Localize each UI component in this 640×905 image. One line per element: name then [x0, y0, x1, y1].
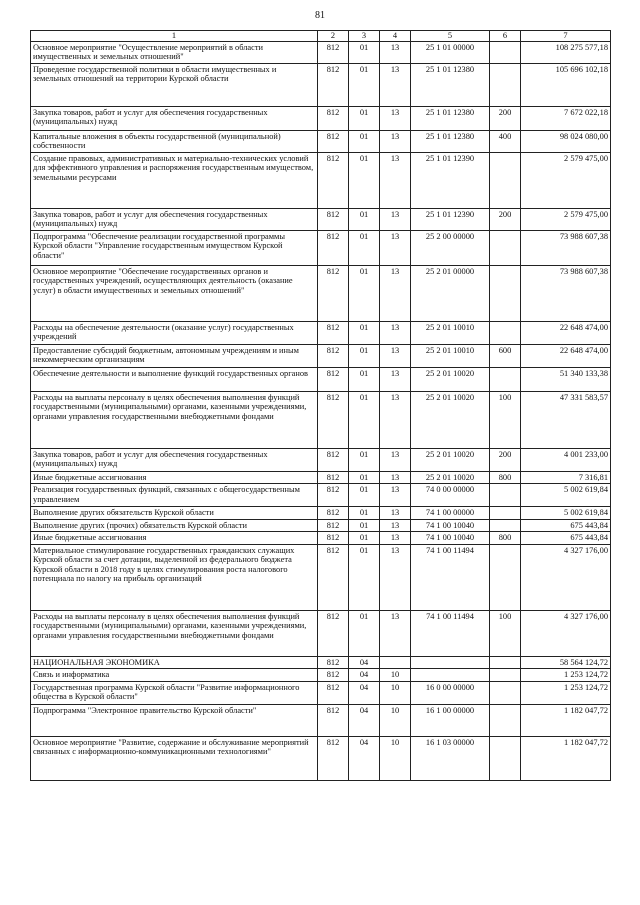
cell-c5: 25 1 01 12390 — [411, 209, 490, 231]
table-row — [31, 231, 611, 266]
cell-name: Проведение государственной политики в области имущественных и земельных отношений на территории Курской области — [31, 64, 318, 107]
cell-c3: 04 — [349, 736, 380, 780]
cell-c4: 10 — [380, 681, 411, 704]
cell-c4: 13 — [380, 131, 411, 153]
cell-sum: 98 024 080,00 — [521, 131, 611, 153]
cell-c6 — [490, 153, 521, 209]
cell-c5: 25 1 01 12380 — [411, 64, 490, 107]
cell-name: Закупка товаров, работ и услуг для обеспечения государственных (муниципальных) нужд — [31, 449, 318, 472]
cell-c6 — [490, 231, 521, 266]
cell-name: Выполнение других обязательств Курской области — [31, 507, 318, 519]
cell-name: Расходы на выплаты персоналу в целях обеспечения выполнения функций государственными (муниципальными) органами, казенными учреждениями, органами управления государственными внебюджетными фондами — [31, 392, 318, 449]
cell-name: Иные бюджетные ассигнования — [31, 472, 318, 484]
cell-c3: 01 — [349, 610, 380, 656]
table-row — [31, 107, 611, 131]
cell-c2: 812 — [318, 656, 349, 668]
cell-sum: 22 648 474,00 — [521, 322, 611, 345]
header-cell: 7 — [521, 31, 611, 42]
cell-c5: 16 0 00 00000 — [411, 681, 490, 704]
cell-sum: 675 443,84 — [521, 532, 611, 544]
cell-c4: 13 — [380, 266, 411, 322]
cell-sum: 22 648 474,00 — [521, 345, 611, 368]
cell-c6 — [490, 681, 521, 704]
cell-sum: 108 275 577,18 — [521, 42, 611, 64]
cell-c2: 812 — [318, 507, 349, 519]
cell-c4: 13 — [380, 64, 411, 107]
cell-c4: 13 — [380, 544, 411, 610]
cell-c3: 01 — [349, 449, 380, 472]
cell-c6: 200 — [490, 107, 521, 131]
cell-c6: 100 — [490, 610, 521, 656]
cell-c5: 74 1 00 11494 — [411, 610, 490, 656]
cell-sum: 7 672 022,18 — [521, 107, 611, 131]
cell-c6: 200 — [490, 449, 521, 472]
cell-c4: 10 — [380, 669, 411, 681]
cell-sum: 73 988 607,38 — [521, 266, 611, 322]
cell-c2: 812 — [318, 368, 349, 392]
cell-c5: 25 1 01 12390 — [411, 153, 490, 209]
cell-c2: 812 — [318, 472, 349, 484]
cell-name: Государственная программа Курской области "Развитие информационного общества в Курской области" — [31, 681, 318, 704]
cell-c2: 812 — [318, 484, 349, 507]
cell-sum: 1 253 124,72 — [521, 669, 611, 681]
cell-sum: 7 316,81 — [521, 472, 611, 484]
cell-c2: 812 — [318, 64, 349, 107]
cell-c2: 812 — [318, 610, 349, 656]
cell-c6: 800 — [490, 472, 521, 484]
cell-c6 — [490, 64, 521, 107]
cell-c6 — [490, 484, 521, 507]
table-row — [31, 544, 611, 610]
cell-sum: 73 988 607,38 — [521, 231, 611, 266]
cell-c2: 812 — [318, 266, 349, 322]
cell-c3: 01 — [349, 322, 380, 345]
table-row — [31, 42, 611, 64]
cell-c2: 812 — [318, 231, 349, 266]
cell-c6 — [490, 656, 521, 668]
cell-c6: 200 — [490, 209, 521, 231]
cell-c4: 13 — [380, 507, 411, 519]
cell-name: Основное мероприятие "Осуществление мероприятий в области имущественных и земельных отношений" — [31, 42, 318, 64]
cell-c5 — [411, 656, 490, 668]
table-row — [31, 519, 611, 531]
cell-c3: 01 — [349, 266, 380, 322]
cell-c6: 400 — [490, 131, 521, 153]
cell-c3: 01 — [349, 507, 380, 519]
cell-c3: 01 — [349, 231, 380, 266]
header-cell: 2 — [318, 31, 349, 42]
cell-c2: 812 — [318, 519, 349, 531]
table-row — [31, 266, 611, 322]
table-row — [31, 131, 611, 153]
cell-c3: 01 — [349, 42, 380, 64]
header-cell: 6 — [490, 31, 521, 42]
cell-c5 — [411, 669, 490, 681]
table-row — [31, 507, 611, 519]
cell-c5: 74 1 00 11494 — [411, 544, 490, 610]
cell-c4: 13 — [380, 107, 411, 131]
cell-name: Обеспечение деятельности и выполнение функций государственных органов — [31, 368, 318, 392]
cell-sum: 58 564 124,72 — [521, 656, 611, 668]
cell-c4: 13 — [380, 153, 411, 209]
header-row — [31, 31, 611, 42]
cell-c6 — [490, 704, 521, 736]
table-row — [31, 449, 611, 472]
table-row — [31, 532, 611, 544]
budget-table — [30, 30, 611, 781]
cell-sum: 105 696 102,18 — [521, 64, 611, 107]
cell-c4: 13 — [380, 368, 411, 392]
cell-c5: 25 1 01 12380 — [411, 107, 490, 131]
cell-c3: 01 — [349, 131, 380, 153]
cell-c5: 74 1 00 10040 — [411, 532, 490, 544]
cell-c2: 812 — [318, 42, 349, 64]
cell-c5: 16 1 03 00000 — [411, 736, 490, 780]
cell-name: Выполнение других (прочих) обязательств Курской области — [31, 519, 318, 531]
cell-sum: 4 001 233,00 — [521, 449, 611, 472]
cell-c3: 01 — [349, 392, 380, 449]
cell-c6: 600 — [490, 345, 521, 368]
cell-c3: 01 — [349, 519, 380, 531]
table-row — [31, 209, 611, 231]
cell-c6 — [490, 507, 521, 519]
cell-sum: 675 443,84 — [521, 519, 611, 531]
header-cell: 3 — [349, 31, 380, 42]
cell-name: Предоставление субсидий бюджетным, автономным учреждениям и иным некоммерческим организациям — [31, 345, 318, 368]
cell-c2: 812 — [318, 131, 349, 153]
table-row — [31, 322, 611, 345]
cell-name: Создание правовых, административных и материально-технических условий для эффективного управления и распоряжения государственным имуществом, земельными ресурсами — [31, 153, 318, 209]
cell-c5: 25 1 01 00000 — [411, 42, 490, 64]
cell-c4: 10 — [380, 736, 411, 780]
cell-name: Закупка товаров, работ и услуг для обеспечения государственных (муниципальных) нужд — [31, 209, 318, 231]
cell-sum: 2 579 475,00 — [521, 209, 611, 231]
cell-name: Расходы на выплаты персоналу в целях обеспечения выполнения функций государственными (муниципальными) органами, казенными учреждениями, органами управления государственными внебюджетными фондами — [31, 610, 318, 656]
cell-c6 — [490, 368, 521, 392]
cell-c3: 01 — [349, 472, 380, 484]
page-number: 81 — [315, 10, 325, 21]
cell-sum: 4 327 176,00 — [521, 610, 611, 656]
cell-c6 — [490, 519, 521, 531]
table-row — [31, 153, 611, 209]
cell-c4: 13 — [380, 42, 411, 64]
cell-sum: 5 002 619,84 — [521, 507, 611, 519]
cell-c3: 01 — [349, 153, 380, 209]
cell-c2: 812 — [318, 544, 349, 610]
cell-c2: 812 — [318, 153, 349, 209]
cell-c3: 01 — [349, 484, 380, 507]
cell-c6 — [490, 736, 521, 780]
cell-c3: 01 — [349, 107, 380, 131]
table-row — [31, 392, 611, 449]
cell-c5: 74 1 00 10040 — [411, 519, 490, 531]
table-row — [31, 669, 611, 681]
cell-c5: 74 1 00 00000 — [411, 507, 490, 519]
cell-name: Капитальные вложения в объекты государственной (муниципальной) собственности — [31, 131, 318, 153]
cell-sum: 1 182 047,72 — [521, 736, 611, 780]
cell-c2: 812 — [318, 392, 349, 449]
header-cell: 1 — [31, 31, 318, 42]
cell-c4: 13 — [380, 231, 411, 266]
cell-c5: 16 1 00 00000 — [411, 704, 490, 736]
cell-name: Расходы на обеспечение деятельности (оказание услуг) государственных учреждений — [31, 322, 318, 345]
cell-sum: 4 327 176,00 — [521, 544, 611, 610]
cell-c4: 13 — [380, 345, 411, 368]
cell-c2: 812 — [318, 681, 349, 704]
cell-c3: 04 — [349, 681, 380, 704]
cell-c5: 25 2 01 10020 — [411, 449, 490, 472]
cell-c5: 74 0 00 00000 — [411, 484, 490, 507]
cell-c2: 812 — [318, 532, 349, 544]
cell-c5: 25 2 01 10010 — [411, 322, 490, 345]
cell-c3: 01 — [349, 209, 380, 231]
cell-sum: 51 340 133,38 — [521, 368, 611, 392]
cell-name: Иные бюджетные ассигнования — [31, 532, 318, 544]
cell-c5: 25 2 01 10020 — [411, 472, 490, 484]
cell-c2: 812 — [318, 449, 349, 472]
cell-c6 — [490, 266, 521, 322]
cell-c2: 812 — [318, 345, 349, 368]
cell-c4: 10 — [380, 704, 411, 736]
cell-sum: 5 002 619,84 — [521, 484, 611, 507]
cell-c2: 812 — [318, 736, 349, 780]
cell-c4: 13 — [380, 392, 411, 449]
table-row — [31, 610, 611, 656]
cell-name: Закупка товаров, работ и услуг для обеспечения государственных (муниципальных) нужд — [31, 107, 318, 131]
table-body — [31, 42, 611, 781]
table-row — [31, 736, 611, 780]
table-row — [31, 484, 611, 507]
cell-c4: 13 — [380, 519, 411, 531]
table-row — [31, 656, 611, 668]
cell-c3: 01 — [349, 544, 380, 610]
cell-c4: 13 — [380, 610, 411, 656]
table-row — [31, 472, 611, 484]
cell-c2: 812 — [318, 209, 349, 231]
cell-c4: 13 — [380, 472, 411, 484]
cell-name: Подпрограмма "Обеспечение реализации государственной программы Курской области "Управление государственным имуществом Курской области" — [31, 231, 318, 266]
header-cell: 5 — [411, 31, 490, 42]
cell-c3: 01 — [349, 368, 380, 392]
cell-name: Связь и информатика — [31, 669, 318, 681]
cell-c5: 25 2 00 00000 — [411, 231, 490, 266]
cell-c5: 25 2 01 10020 — [411, 392, 490, 449]
cell-name: Основное мероприятие "Обеспечение государственных органов и государственных учреждений, осуществляющих деятельность (оказание услуг) в области имущественных и земельных отношений" — [31, 266, 318, 322]
cell-name: Основное мероприятие "Развитие, содержание и обслуживание мероприятий связанных с информационно-коммуникационными технологиями" — [31, 736, 318, 780]
cell-name: НАЦИОНАЛЬНАЯ ЭКОНОМИКА — [31, 656, 318, 668]
cell-c6 — [490, 42, 521, 64]
cell-c4 — [380, 656, 411, 668]
cell-sum: 2 579 475,00 — [521, 153, 611, 209]
cell-sum: 1 253 124,72 — [521, 681, 611, 704]
cell-c4: 13 — [380, 209, 411, 231]
cell-c3: 04 — [349, 669, 380, 681]
table-row — [31, 681, 611, 704]
cell-c2: 812 — [318, 704, 349, 736]
table-row — [31, 64, 611, 107]
cell-c3: 01 — [349, 532, 380, 544]
header-cell: 4 — [380, 31, 411, 42]
cell-c2: 812 — [318, 107, 349, 131]
cell-c3: 01 — [349, 345, 380, 368]
cell-c3: 04 — [349, 656, 380, 668]
cell-name: Подпрограмма "Электронное правительство Курской области" — [31, 704, 318, 736]
cell-c6 — [490, 669, 521, 681]
table-row — [31, 368, 611, 392]
cell-c4: 13 — [380, 449, 411, 472]
cell-c6: 800 — [490, 532, 521, 544]
cell-c5: 25 1 01 12380 — [411, 131, 490, 153]
cell-c2: 812 — [318, 322, 349, 345]
cell-c5: 25 2 01 10020 — [411, 368, 490, 392]
cell-c5: 25 2 01 10010 — [411, 345, 490, 368]
cell-c5: 25 2 01 00000 — [411, 266, 490, 322]
table-row — [31, 345, 611, 368]
cell-name: Материальное стимулирование государственных гражданских служащих Курской области за счет дотации, выделенной из федерального бюджета Курской области в 2018 году в целях стимулирования роста налогового потенциала по налогу на прибыль организаций — [31, 544, 318, 610]
cell-c3: 04 — [349, 704, 380, 736]
table-row — [31, 704, 611, 736]
cell-c6: 100 — [490, 392, 521, 449]
cell-c6 — [490, 322, 521, 345]
cell-c6 — [490, 544, 521, 610]
cell-c4: 13 — [380, 484, 411, 507]
cell-c4: 13 — [380, 322, 411, 345]
cell-c3: 01 — [349, 64, 380, 107]
cell-c4: 13 — [380, 532, 411, 544]
cell-name: Реализация государственных функций, связанных с общегосударственным управлением — [31, 484, 318, 507]
cell-c2: 812 — [318, 669, 349, 681]
cell-sum: 1 182 047,72 — [521, 704, 611, 736]
cell-sum: 47 331 583,57 — [521, 392, 611, 449]
